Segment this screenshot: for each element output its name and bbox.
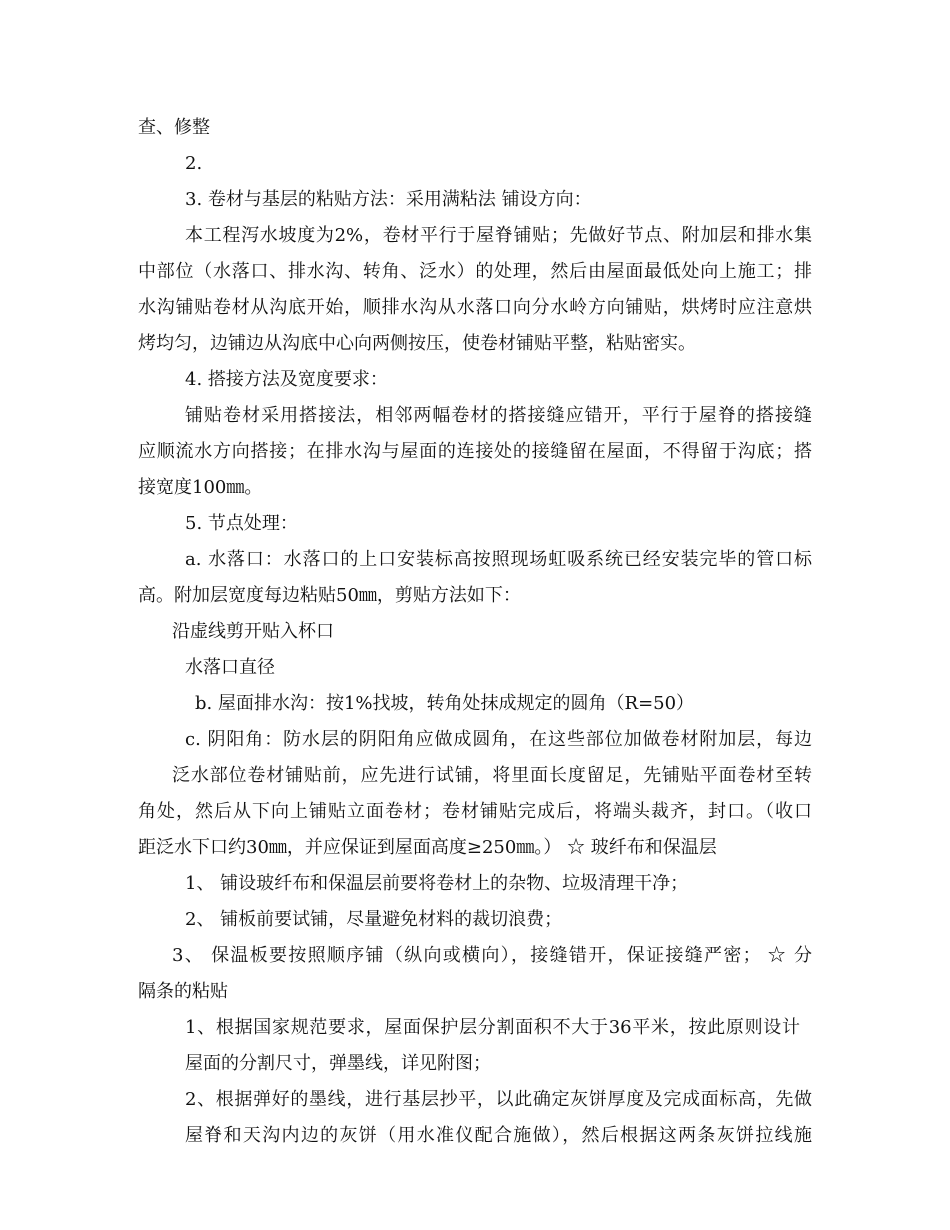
text-line-4: 本工程泻水坡度为2%，卷材平行于屋脊铺贴；先做好节点、附加层和排水集 — [185, 225, 812, 246]
text-line-3: 3. 卷材与基层的粘贴方法：采用满粘法 铺设方向： — [185, 189, 592, 210]
text-line-18: c. 阴阳角：防水层的阴阳角应做成圆角，在这些部位加做卷材附加层，每边 — [185, 729, 812, 750]
text-line-13: a. 水落口：水落口的上口安装标高按照现场虹吸系统已经安装完毕的管口标 — [185, 549, 812, 570]
text-line-29: 屋脊和天沟内边的灰饼（用水准仪配合施做），然后根据这两条灰饼拉线施 — [185, 1125, 812, 1146]
text-line-21: 距泛水下口约30㎜，并应保证到屋面高度≥250㎜。） ☆ 玻纤布和保温层 — [138, 837, 717, 858]
text-line-9: 铺贴卷材采用搭接法，相邻两幅卷材的搭接缝应错开，平行于屋脊的搭接缝 — [185, 405, 812, 426]
text-line-10: 应顺流水方向搭接；在排水沟与屋面的连接处的接缝留在屋面，不得留于沟底；搭 — [138, 441, 812, 462]
text-line-5: 中部位（水落口、排水沟、转角、泛水）的处理，然后由屋面最低处向上施工；排 — [138, 261, 812, 282]
text-line-17: b. 屋面排水沟：按1%找坡，转角处抹成规定的圆角（R=50） — [195, 693, 695, 714]
text-line-8: 4. 搭接方法及宽度要求： — [185, 369, 388, 390]
text-line-6: 水沟铺贴卷材从沟底开始，顺排水沟从水落口向分水岭方向铺贴，烘烤时应注意烘 — [138, 297, 812, 318]
text-line-22: 1、 铺设玻纤布和保温层前要将卷材上的杂物、垃圾清理干净； — [185, 873, 689, 894]
text-line-25: 隔条的粘贴 — [138, 981, 228, 1002]
text-line-26: 1、根据国家规范要求，屋面保护层分割面积不大于36平米，按此原则设计 — [185, 1017, 800, 1038]
text-line-24: 3、 保温板要按照顺序铺（纵向或横向），接缝错开，保证接缝严密； ☆ 分 — [172, 945, 812, 966]
text-line-7: 烤均匀，边铺边从沟底中心向两侧按压，使卷材铺贴平整，粘贴密实。 — [138, 333, 696, 354]
text-line-16: 水落口直径 — [185, 657, 275, 678]
text-line-12: 5. 节点处理： — [185, 513, 298, 534]
text-line-27: 屋面的分割尺寸，弹墨线，详见附图； — [185, 1053, 491, 1074]
text-line-19: 泛水部位卷材铺贴前，应先进行试铺，将里面长度留足，先铺贴平面卷材至转 — [172, 765, 812, 786]
text-line-11: 接宽度100㎜。 — [138, 477, 263, 498]
text-line-28: 2、根据弹好的墨线，进行基层抄平，以此确定灰饼厚度及完成面标高，先做 — [185, 1089, 812, 1110]
text-line-14: 高。附加层宽度每边粘贴50㎜，剪贴方法如下： — [138, 585, 521, 606]
text-line-1: 查、修整 — [138, 117, 210, 138]
text-line-2: 2. — [185, 153, 203, 174]
text-line-15: 沿虚线剪开贴入杯口 — [172, 621, 334, 642]
text-line-23: 2、 铺板前要试铺，尽量避免材料的裁切浪费； — [185, 909, 563, 930]
text-line-20: 角处，然后从下向上铺贴立面卷材；卷材铺贴完成后，将端头裁齐，封口。（收口 — [138, 801, 812, 822]
